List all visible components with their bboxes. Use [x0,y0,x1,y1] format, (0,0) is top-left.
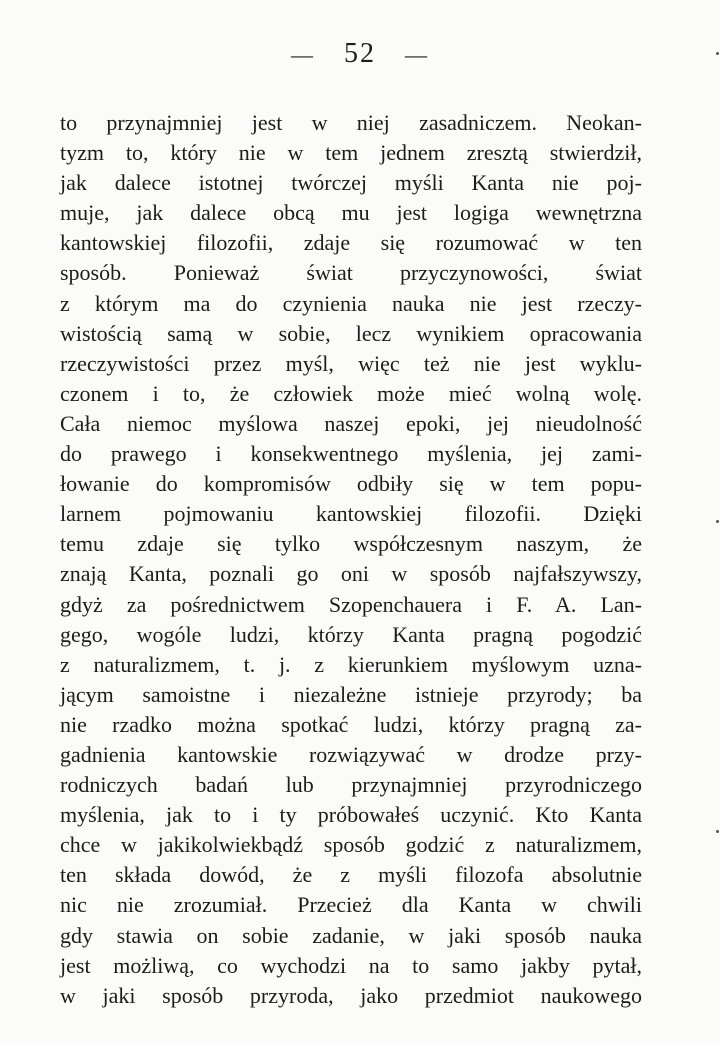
text-line: w jaki sposób przyroda, jako przedmiot naukowego [60,982,642,1008]
text-line: rzeczywistości przez myśl, więc też nie jest wyklu- [60,350,642,376]
scan-speck [716,830,719,833]
text-line: chce w jakikolwiekbądź sposób godzić z naturalizmem, [60,832,642,858]
text-line: tyzm to, który nie w tem jednem zresztą stwierdził, [60,140,642,166]
text-line: wistością samą w sobie, lecz wynikiem opracowania [60,320,642,346]
scan-speck [716,520,719,523]
text-line: gdyż za pośrednictwem Szopenchauera i F. A. Lan- [60,591,642,617]
text-line: łowanie do kompromisów odbiły się w tem popu- [60,471,642,497]
text-line: muje, jak dalece obcą mu jest logiga wewnętrzna [60,200,642,226]
text-line: jest możliwą, co wychodzi na to samo jakby pytał, [60,952,642,978]
text-line: jącym samoistne i niezależne istnieje przyrody; ba [60,681,642,707]
text-line: Cała niemoc myślowa naszej epoki, jej nieudolność [60,410,642,436]
text-line: z naturalizmem, t. j. z kierunkiem myślowym uzna- [60,651,642,677]
text-line: czonem i to, że człowiek może mieć wolną wolę. [60,380,642,406]
header-dash-left: — [291,42,315,67]
text-line: gadnienia kantowskie rozwiązywać w drodze przy- [60,741,642,767]
text-line: larnem pojmowaniu kantowskiej filozofii. Dzięki [60,501,642,527]
scan-speck [716,52,719,55]
page-header [0,34,720,75]
text-line: sposób. Ponieważ świat przyczynowości, świat [60,260,642,286]
page-number: 52 [344,38,376,69]
body-text [60,108,642,1011]
text-line: gego, wogóle ludzi, którzy Kanta pragną pogodzić [60,621,642,647]
text-line: do prawego i konsekwentnego myślenia, jej zami- [60,441,642,467]
text-line: myślenia, jak to i ty próbowałeś uczynić. Kto Kanta [60,802,642,828]
text-line: ten składa dowód, że z myśli filozofa absolutnie [60,862,642,888]
text-line: znają Kanta, poznali go oni w sposób najfałszywszy, [60,561,642,587]
text-line: temu zdaje się tylko współczesnym naszym, że [60,531,642,557]
text-line: rodniczych badań lub przynajmniej przyrodniczego [60,772,642,798]
text-line: kantowskiej filozofii, zdaje się rozumować w ten [60,230,642,256]
text-line: gdy stawia on sobie zadanie, w jaki sposób nauka [60,922,642,948]
text-line: to przynajmniej jest w niej zasadniczem. Neokan- [60,110,642,135]
text-line: nic nie zrozumiał. Przecież dla Kanta w chwili [60,892,642,918]
header-dash-right: — [405,42,429,67]
text-line: z którym ma do czynienia nauka nie jest rzeczy- [60,290,642,316]
text-line: nie rzadko można spotkać ludzi, którzy pragną za- [60,711,642,737]
text-line: jak dalece istotnej twórczej myśli Kanta nie poj- [60,170,642,196]
